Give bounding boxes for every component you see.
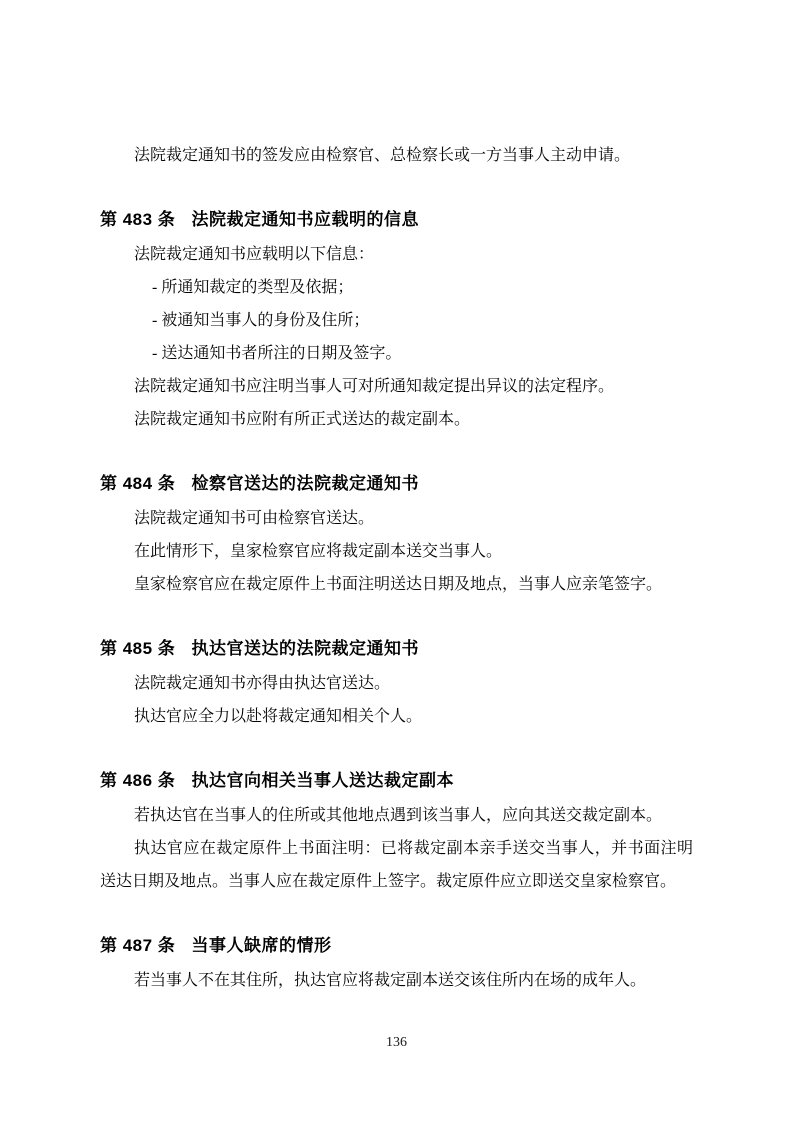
paragraph: 若当事人不在其住所，执达官应将裁定副本送交该住所内在场的成年人。 [134, 972, 647, 989]
list-item: - 送达通知书者所注的日期及签字。 [152, 345, 402, 362]
paragraph: 法院裁定通知书应注明当事人可对所通知裁定提出异议的法定程序。 [134, 378, 615, 395]
article-heading-487 [100, 929, 693, 962]
paragraph: 法院裁定通知书可由检察官送达。 [134, 510, 375, 527]
article-heading-486 [100, 764, 693, 797]
article-heading-483 [100, 203, 693, 236]
page-number: 136 [386, 1035, 407, 1050]
paragraph: 若执达官在当事人的住所或其他地点遇到该当事人，应向其送交裁定副本。 [134, 807, 663, 824]
article-number: 第 486 条 [100, 771, 176, 790]
article-heading-485 [100, 632, 693, 665]
article-title: 当事人缺席的情形 [191, 936, 332, 955]
paragraph: 法院裁定通知书应附有所正式送达的裁定副本。 [134, 411, 471, 428]
article-title: 执达官向相关当事人送达裁定副本 [191, 771, 455, 790]
article-title: 执达官送达的法院裁定通知书 [191, 639, 420, 658]
paragraph: 执达官应全力以赴将裁定通知相关个人。 [134, 708, 423, 725]
article-heading-484 [100, 467, 693, 500]
page-content [100, 139, 693, 997]
paragraph: 法院裁定通知书应载明以下信息： [134, 246, 375, 263]
article-number: 第 485 条 [100, 639, 176, 658]
paragraph: 法院裁定通知书亦得由执达官送达。 [134, 675, 391, 692]
list-item: - 所通知裁定的类型及依据； [152, 279, 354, 296]
article-title: 检察官送达的法院裁定通知书 [191, 474, 420, 493]
paragraph: 在此情形下，皇家检察官应将裁定副本送交当事人。 [134, 543, 503, 560]
article-number: 第 484 条 [100, 474, 176, 493]
article-number: 第 487 条 [100, 936, 176, 955]
article-number: 第 483 条 [100, 210, 176, 229]
list-item: - 被通知当事人的身份及住所； [152, 312, 370, 329]
paragraph: 执达官应在裁定原件上书面注明：已将裁定副本亲手送交当事人，并书面注明送达日期及地点。当事人应在裁定原件上签字。裁定原件应立即送交皇家检察官。 [100, 840, 693, 890]
intro-paragraph: 法院裁定通知书的签发应由检察官、总检察长或一方当事人主动申请。 [134, 147, 631, 164]
article-title: 法院裁定通知书应载明的信息 [191, 210, 420, 229]
paragraph: 皇家检察官应在裁定原件上书面注明送达日期及地点，当事人应亲笔签字。 [134, 576, 663, 593]
